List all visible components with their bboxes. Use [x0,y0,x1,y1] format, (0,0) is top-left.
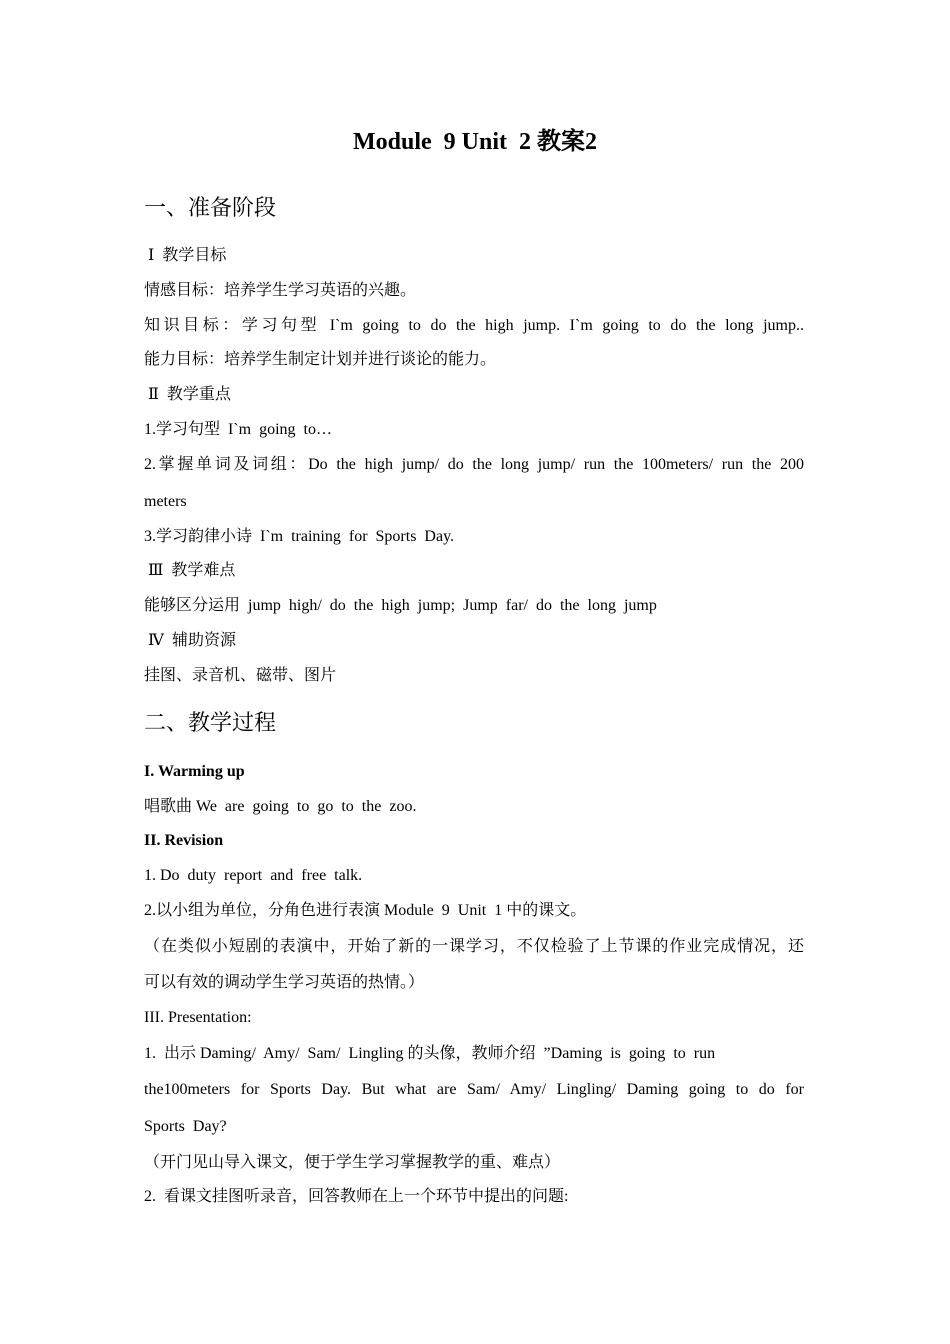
revision-1: 1. Do duty report and free talk. [144,867,363,884]
key-point-2-cont: meters [144,493,187,510]
ability-objective: 能力目标：培养学生制定计划并进行谈论的能力。 [144,351,497,368]
presentation-1: 1. 出示 Daming/ Amy/ Sam/ Lingling 的头像，教师介绍 ”Daming is going to run [144,1045,716,1062]
knowledge-objective: 知识目标：学习句型 I`m going to do the high jump. I`m going to do the long jump.. [144,317,804,334]
presentation-note: （开门见山导入课文，便于学生学习掌握教学的重、难点） [144,1154,561,1171]
revision-heading: II. Revision [144,832,224,849]
key-point-3: 3.学习韵律小诗 I`m training for Sports Day. [144,528,455,545]
emotional-objective: 情感目标：培养学生学习英语的兴趣。 [144,282,417,299]
difficulty-1: 能够区分运用 jump high/ do the high jump; Jump far/ do the long jump [144,597,657,614]
warming-up-song: 唱歌曲 We are going to go to the zoo. [144,798,417,815]
objectives-heading: Ⅰ 教学目标 [144,247,227,264]
presentation-2: 2. 看课文挂图听录音，回答教师在上一个环节中提出的问题: [144,1188,569,1205]
key-points-heading: Ⅱ 教学重点 [144,386,231,403]
resources-heading: Ⅳ 辅助资源 [144,632,236,649]
revision-note: （在类似小短剧的表演中，开始了新的一课学习，不仅检验了上节课的作业完成情况，还 [144,938,804,955]
section-heading-preparation: 一、准备阶段 [144,195,277,220]
revision-2: 2.以小组为单位，分角色进行表演 Module 9 Unit 1 中的课文。 [144,902,587,919]
key-point-2: 2.掌握单词及词组：Do the high jump/ do the long jump/ run the 100meters/ run the 200 [144,456,804,473]
presentation-1-cont: the100meters for Sports Day. But what are Sam/ Amy/ Lingling/ Daming going to do for [144,1081,804,1098]
key-point-1: 1.学习句型 I`m going to… [144,421,332,438]
warming-up-heading: I. Warming up [144,763,245,780]
revision-note-cont: 可以有效的调动学生学习英语的热情。） [144,974,425,991]
presentation-1-end: Sports Day? [144,1118,227,1135]
section-heading-process: 二、教学过程 [144,710,277,735]
resources-list: 挂图、录音机、磁带、图片 [144,667,337,684]
difficulties-heading: Ⅲ 教学难点 [144,562,236,579]
presentation-heading: III. Presentation: [144,1009,252,1026]
document-title: Module 9 Unit 2 教案2 [352,129,597,155]
